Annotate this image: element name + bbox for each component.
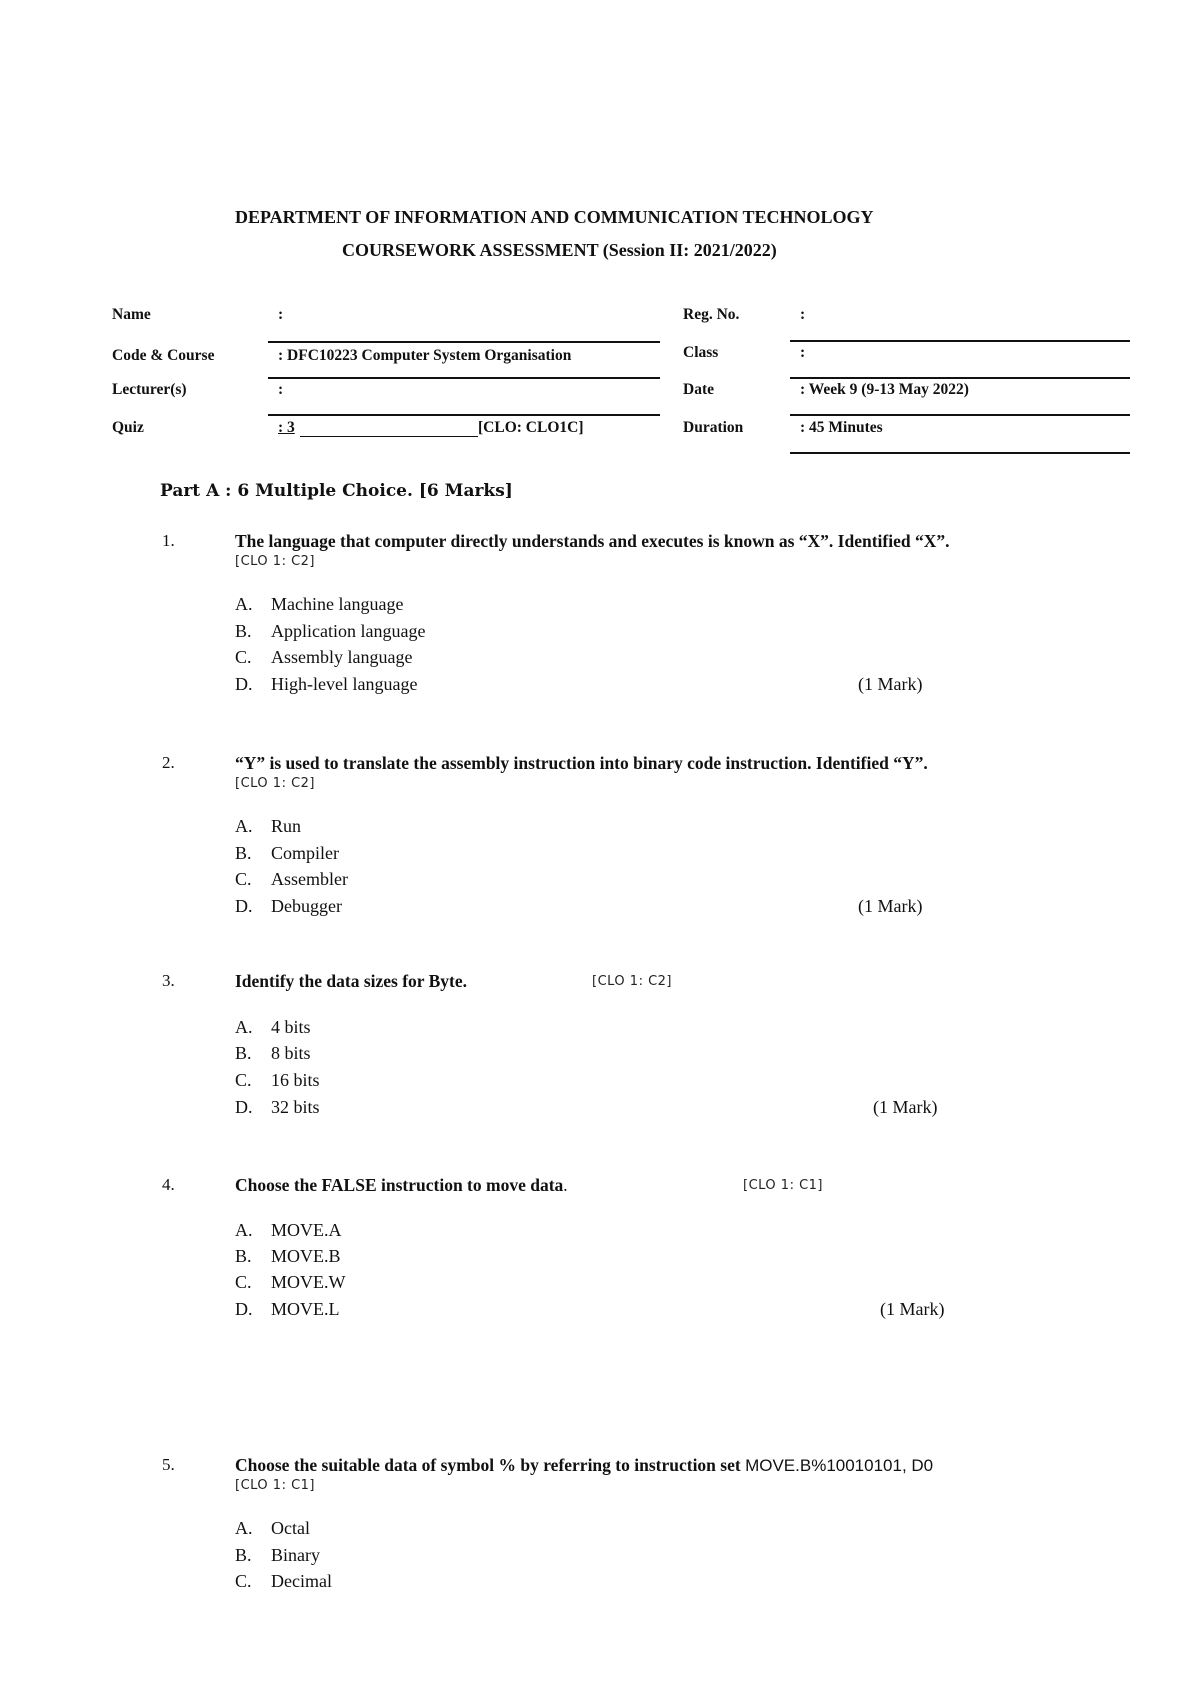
question-text: The language that computer directly understands and executes is known as “X”. Identified “X”. bbox=[235, 531, 950, 551]
option-a: A. Machine language bbox=[235, 594, 404, 614]
quiz-label: Quiz bbox=[112, 419, 144, 436]
question-text: Choose the FALSE instruction to move data. bbox=[235, 1175, 568, 1195]
question-text: Choose the suitable data of symbol % by referring to instruction set MOVE.B%10010101, D0 bbox=[235, 1455, 934, 1475]
department-title: DEPARTMENT OF INFORMATION AND COMMUNICATION TECHNOLOGY bbox=[235, 207, 874, 227]
question-text: “Y” is used to translate the assembly instruction into binary code instruction. Identified “Y”. bbox=[235, 753, 928, 773]
option-c: C. Assembly language bbox=[235, 647, 413, 667]
question-number: 2. bbox=[162, 753, 175, 772]
question-number: 5. bbox=[162, 1455, 175, 1474]
option-b: B. Application language bbox=[235, 621, 426, 641]
class-label: Class bbox=[683, 344, 719, 361]
question-number: 1. bbox=[162, 531, 175, 550]
duration-label: Duration bbox=[683, 419, 744, 436]
regno-underline bbox=[790, 340, 1130, 342]
option-c: C. 16 bits bbox=[235, 1070, 320, 1090]
name-value: : bbox=[278, 306, 284, 323]
date-value: : Week 9 (9-13 May 2022) bbox=[800, 381, 969, 398]
option-a: A. 4 bits bbox=[235, 1017, 311, 1037]
option-a: A. Octal bbox=[235, 1518, 310, 1538]
date-underline bbox=[790, 414, 1130, 416]
class-value: : bbox=[800, 344, 806, 361]
option-b: B. 8 bits bbox=[235, 1043, 311, 1063]
duration-underline bbox=[790, 452, 1130, 454]
question-mark: (1 Mark) bbox=[880, 1299, 945, 1319]
name-label: Name bbox=[112, 306, 151, 323]
question-number: 4. bbox=[162, 1175, 175, 1194]
assessment-title: COURSEWORK ASSESSMENT (Session II: 2021/2022) bbox=[342, 240, 777, 260]
option-b: B. Compiler bbox=[235, 843, 339, 863]
code-label: Code & Course bbox=[112, 347, 215, 364]
class-underline bbox=[790, 377, 1130, 379]
date-label: Date bbox=[683, 381, 714, 398]
option-d: D. High-level language bbox=[235, 674, 418, 694]
code-overline bbox=[268, 341, 660, 343]
option-c: C. Decimal bbox=[235, 1571, 332, 1591]
code-value: : DFC10223 Computer System Organisation bbox=[278, 347, 572, 364]
regno-label: Reg. No. bbox=[683, 306, 740, 323]
option-d: D. MOVE.L bbox=[235, 1299, 340, 1319]
option-b: B. Binary bbox=[235, 1545, 320, 1565]
question-clo: [CLO 1: C1] bbox=[235, 1478, 315, 1493]
quiz-value: : 3 bbox=[278, 419, 295, 436]
option-c: C. MOVE.W bbox=[235, 1272, 346, 1292]
question-number: 3. bbox=[162, 971, 175, 990]
option-a: A. Run bbox=[235, 816, 302, 836]
question-clo: [CLO 1: C1] bbox=[743, 1178, 823, 1193]
code-underline bbox=[268, 377, 660, 379]
lecturer-value: : bbox=[278, 381, 284, 398]
option-d: D. Debugger bbox=[235, 896, 342, 916]
option-b: B. MOVE.B bbox=[235, 1246, 341, 1266]
question-text: Identify the data sizes for Byte. bbox=[235, 971, 468, 991]
option-c: C. Assembler bbox=[235, 869, 348, 889]
question-mark: (1 Mark) bbox=[873, 1097, 938, 1117]
option-a: A. MOVE.A bbox=[235, 1220, 342, 1240]
lecturer-underline bbox=[268, 414, 660, 416]
part-a-heading: Part A : 6 Multiple Choice. [6 Marks] bbox=[160, 481, 513, 501]
quiz-fill-line bbox=[300, 436, 478, 437]
lecturer-label: Lecturer(s) bbox=[112, 381, 187, 398]
question-clo: [CLO 1: C2] bbox=[235, 554, 315, 569]
option-d: D. 32 bits bbox=[235, 1097, 320, 1117]
question-mark: (1 Mark) bbox=[858, 674, 923, 694]
question-clo: [CLO 1: C2] bbox=[592, 974, 672, 989]
duration-value: : 45 Minutes bbox=[800, 419, 883, 436]
quiz-clo: [CLO: CLO1C] bbox=[478, 419, 584, 436]
question-clo: [CLO 1: C2] bbox=[235, 776, 315, 791]
regno-value: : bbox=[800, 306, 806, 323]
question-mark: (1 Mark) bbox=[858, 896, 923, 916]
